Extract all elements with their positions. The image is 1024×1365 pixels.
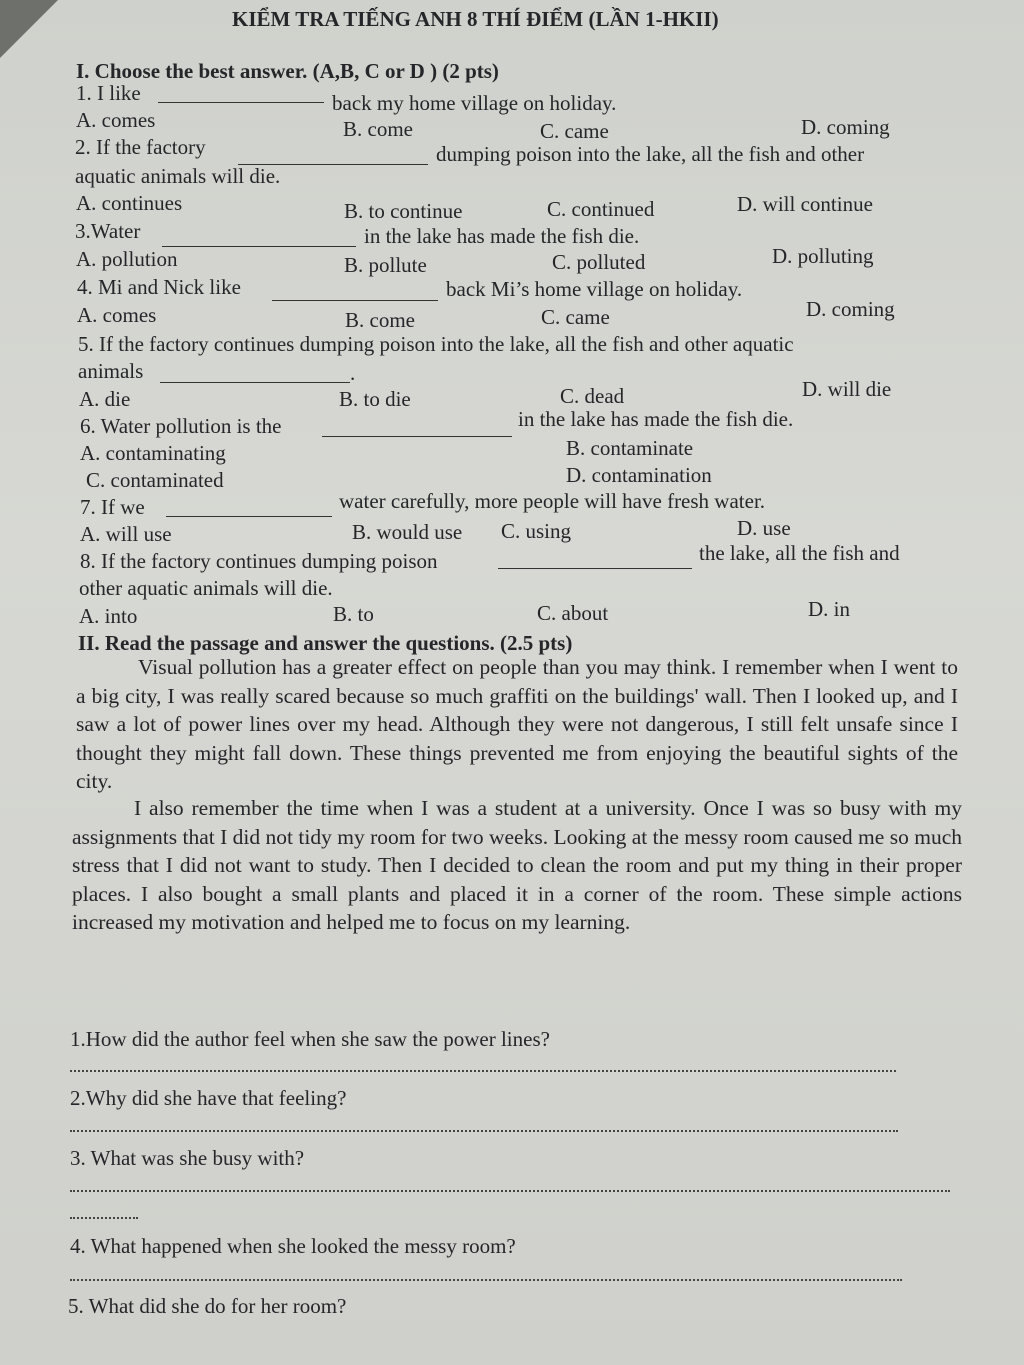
- q1-stem: 1. I like: [76, 81, 141, 105]
- reading-question-2: 2.Why did she have that feeling?: [70, 1086, 347, 1110]
- q6-blank: [322, 418, 512, 437]
- q3-option-d: D. polluting: [772, 244, 874, 268]
- q4-option-a: A. comes: [77, 303, 157, 327]
- q1-option-b: B. come: [343, 117, 413, 141]
- q7-blank: [166, 498, 332, 517]
- q6-option-b: B. contaminate: [566, 436, 694, 460]
- paper-corner-shadow: [0, 0, 58, 58]
- q1-stem-end: back my home village on holiday.: [332, 91, 617, 115]
- q5-blank: [160, 364, 350, 383]
- q7-stem: 7. If we: [80, 495, 145, 519]
- q5-option-b: B. to die: [339, 387, 411, 411]
- q8-stem-continued: other aquatic animals will die.: [79, 576, 333, 600]
- section-2-heading: II. Read the passage and answer the questions. (2.5 pts): [78, 631, 573, 655]
- q8-blank: [498, 550, 692, 569]
- q2-stem-continued: aquatic animals will die.: [75, 164, 281, 188]
- q8-option-b: B. to: [333, 602, 374, 626]
- q1-option-a: A. comes: [76, 108, 156, 132]
- answer-line-1: [70, 1070, 896, 1072]
- q3-stem: 3.Water: [75, 219, 141, 243]
- q8-stem-end: the lake, all the fish and: [699, 541, 900, 565]
- q8-option-d: D. in: [808, 597, 850, 621]
- q4-stem: 4. Mi and Nick like: [77, 275, 241, 299]
- q5-option-c: C. dead: [560, 384, 625, 408]
- q3-blank: [162, 228, 356, 247]
- q6-option-a: A. contaminating: [80, 441, 226, 465]
- answer-line-3: [70, 1190, 950, 1192]
- q7-option-c: C. using: [501, 519, 572, 543]
- q4-option-c: C. came: [541, 305, 610, 329]
- reading-question-5: 5. What did she do for her room?: [68, 1294, 347, 1318]
- q8-stem: 8. If the factory continues dumping poison: [80, 549, 438, 573]
- answer-line-2: [70, 1130, 898, 1132]
- q6-stem-end: in the lake has made the fish die.: [518, 407, 794, 431]
- q2-option-a: A. continues: [76, 191, 183, 215]
- q8-option-a: A. into: [79, 604, 138, 628]
- reading-question-3: 3. What was she busy with?: [70, 1146, 305, 1170]
- answer-line-3-continued: [70, 1217, 138, 1219]
- q2-stem: 2. If the factory: [75, 135, 206, 159]
- q6-stem: 6. Water pollution is the: [80, 414, 282, 438]
- q4-blank: [272, 282, 438, 301]
- q5-option-a: A. die: [79, 387, 131, 411]
- q6-option-d: D. contamination: [566, 463, 712, 487]
- q3-stem-end: in the lake has made the fish die.: [364, 224, 640, 248]
- q4-stem-end: back Mi’s home village on holiday.: [446, 277, 743, 301]
- exam-title: KIỂM TRA TIẾNG ANH 8 THÍ ĐIỂM (LẦN 1-HKII): [232, 7, 719, 31]
- reading-question-1: 1.How did the author feel when she saw the power lines?: [70, 1027, 550, 1051]
- q2-stem-end: dumping poison into the lake, all the fish and other: [436, 142, 865, 166]
- q5-stem-end: .: [350, 361, 356, 385]
- q1-blank: [158, 84, 324, 103]
- q8-option-c: C. about: [537, 601, 609, 625]
- q7-stem-end: water carefully, more people will have fresh water.: [339, 489, 766, 513]
- q5-stem-continued: animals: [78, 359, 144, 383]
- answer-line-4: [70, 1279, 902, 1281]
- q1-option-c: C. came: [540, 119, 609, 143]
- passage-paragraph-2: I also remember the time when I was a student at a university. Once I was so busy with my assignments that I did not tidy my room for two weeks. Looking at the messy room caused me so much stress that I did not want to study. Then I decided to clean the room and put my thing in their proper places. I also bought a small plants and placed it in a corner of the room. These simple actions increased my motivation and helped me to focus on my learning.: [72, 796, 962, 934]
- q3-option-c: C. polluted: [552, 250, 646, 274]
- q4-option-d: D. coming: [806, 297, 895, 321]
- q5-option-d: D. will die: [802, 377, 892, 401]
- q2-option-d: D. will continue: [737, 192, 873, 216]
- q4-option-b: B. come: [345, 308, 415, 332]
- q1-option-d: D. coming: [801, 115, 890, 139]
- q7-option-d: D. use: [737, 516, 791, 540]
- q7-option-b: B. would use: [352, 520, 463, 544]
- section-1-heading: I. Choose the best answer. (A,B, C or D ) (2 pts): [76, 59, 499, 83]
- q6-option-c: C. contaminated: [86, 468, 224, 492]
- q3-option-a: A. pollution: [76, 247, 178, 271]
- q3-option-b: B. pollute: [344, 253, 427, 277]
- q7-option-a: A. will use: [80, 522, 172, 546]
- q2-option-c: C. continued: [547, 197, 655, 221]
- passage-paragraph-1: Visual pollution has a greater effect on people than you may think. I remember when I went to a big city, I was really scared because so much graffiti on the buildings' wall. Then I looked up, and I saw a lot of power lines over my head. Although they were not dangerous, I still felt unsafe since I thought they might fall down. These things prevented me from enjoying the beautiful sights of the city.: [76, 655, 958, 793]
- q2-option-b: B. to continue: [344, 199, 463, 223]
- q5-stem: 5. If the factory continues dumping poison into the lake, all the fish and other aquatic: [78, 332, 794, 356]
- reading-question-4: 4. What happened when she looked the messy room?: [70, 1234, 516, 1258]
